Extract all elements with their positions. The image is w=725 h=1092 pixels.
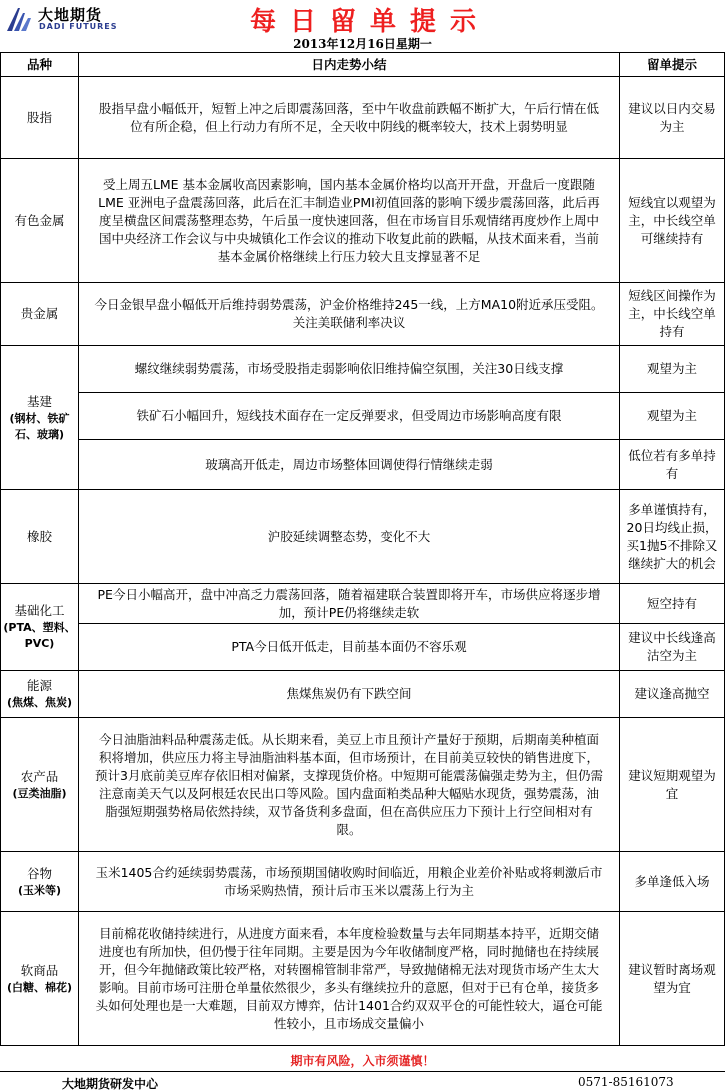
table-row: [1, 624, 725, 671]
tip-cell: 低位若有多单持有: [620, 440, 725, 490]
table-header-row: [1, 53, 725, 77]
table-row: [1, 393, 725, 440]
category-cell: [1, 159, 79, 283]
summary-cell: 今日金银早盘小幅低开后维持弱势震荡，沪金价格维持245一线，上方MA10附近承压受阻。关注美联储利率决议: [79, 283, 620, 346]
footer-organization: 大地期货研发中心: [62, 1077, 159, 1091]
page-title: 每日留单提示: [249, 7, 490, 37]
category-name: 基建: [26, 393, 52, 409]
summary-cell: 今日油脂油料品种震荡走低。从长期来看，美豆上市且预计产量好于预期，后期南美种植面积将增加，供应压力将主导油脂油料基本面，但市场预计，在目前美豆较快的销售进度下，预计3月底前美豆库存依旧相对偏紧，支撑现货价格。中短期可能震荡偏强走势为主，但仍需注意南美天气以及阿根廷农民出口等风险。国内盘面粕类品种大幅贴水现货，强势震荡，油脂强短期强势格局依然持续，双节备货利多盘面，但在高供应压力下预计上行空间相对有限。: [79, 718, 620, 852]
summary-cell: 股指早盘小幅低开，短暂上冲之后即震荡回落，至中午收盘前跌幅不断扩大，午后行情在低位有所企稳，但上行动力有所不足，全天收中阴线的概率较大，技术上弱势明显: [79, 77, 620, 159]
category-name: 有色金属: [14, 212, 65, 228]
category-cell: [1, 912, 79, 1046]
column-header-summary: 日内走势小结: [79, 53, 620, 77]
table-row: [1, 852, 725, 912]
summary-cell: 目前棉花收储持续进行，从进度方面来看，本年度检验数量与去年同期基本持平，近期交储进度也有所加快，但仍慢于往年同期。主要是因为今年收储制度严格，同时抛储也在持续展开，但今年抛储政策比较严格，对转圈棉管制非常严，导致抛储棉无法对现货市场产生太大影响。目前市场可注册仓单量依然很少，多头有继续拉升的意愿，但对于已有仓单，接货多头如何处理也是一大难题，目前双方博弈，估计1401合约双双平仓的可能性较大，逼仓可能性较小，且市场成交量偏小: [79, 912, 620, 1046]
tip-cell: 观望为主: [620, 346, 725, 393]
summary-cell: 玉米1405合约延续弱势震荡，市场预期国储收购时间临近，用粮企业差价补贴或将刺激后市市场采购热情，预计后市玉米以震荡上行为主: [79, 852, 620, 912]
category-name: 软商品: [20, 962, 59, 978]
summary-cell: PE今日小幅高开，盘中冲高乏力震荡回落，随着福建联合装置即将开车，市场供应将逐步增加，预计PE仍将继续走软: [79, 584, 620, 624]
category-cell: [1, 77, 79, 159]
daily-tips-table: [0, 52, 725, 1046]
category-name: 股指: [26, 109, 52, 125]
table-row: [1, 584, 725, 624]
tip-cell: 建议逢高抛空: [620, 671, 725, 718]
table-row: [1, 718, 725, 852]
category-cell: [1, 490, 79, 584]
logo-english-name: DADI FUTURES: [39, 22, 118, 31]
page-header: [0, 0, 725, 37]
column-header-tip: 留单提示: [620, 53, 725, 77]
tip-cell: 多单谨慎持有，20日均线止损，买1抛5不排除又继续扩大的机会: [620, 490, 725, 584]
category-cell: [1, 718, 79, 852]
summary-cell: 受上周五LME 基本金属收高因素影响，国内基本金属价格均以高开开盘，开盘后一度跟随LME 亚洲电子盘震荡回落，此后在汇丰制造业PMI初值回落的影响下缓步震荡回落，此后再度呈横盘区间震荡整理态势，午后虽一度快速回落，但在市场盲目乐观情绪再度炒作上周中国中央经济工作会议与中央城镇化工作会议的推动下收复此前的跌幅，从技术面来看，当前基本金属价格继续上行压力较大且支撑显著不足: [79, 159, 620, 283]
category-cell: [1, 852, 79, 912]
summary-cell: 螺纹继续弱势震荡，市场受股指走弱影响依旧维持偏空氛围，关注30日线支撑: [79, 346, 620, 393]
tip-cell: 短线宜以观望为主，中长线空单可继续持有: [620, 159, 725, 283]
category-subitems: (玉米等): [17, 883, 62, 897]
table-row: [1, 77, 725, 159]
category-subitems: (钢材、铁矿石、玻璃): [9, 411, 70, 441]
table-row: [1, 490, 725, 584]
summary-cell: 焦煤焦炭仍有下跌空间: [79, 671, 620, 718]
category-name: 贵金属: [20, 306, 59, 321]
table-row: [1, 912, 725, 1046]
category-subitems: (焦煤、焦炭): [6, 696, 73, 709]
category-subitems: (豆类油脂): [12, 786, 67, 800]
summary-cell: 沪胶延续调整态势，变化不大: [79, 490, 620, 584]
category-cell: [1, 283, 79, 346]
footer-phone: 0571-85161073: [578, 1075, 674, 1089]
category-name: 能源: [26, 678, 52, 693]
tip-cell: 建议以日内交易为主: [620, 77, 725, 159]
table-row: [1, 159, 725, 283]
footer-divider: [0, 1071, 725, 1072]
logo-mark-icon: [4, 5, 34, 33]
tip-cell: 短空持有: [620, 584, 725, 624]
summary-cell: 铁矿石小幅回升，短线技术面存在一定反弹要求，但受周边市场影响高度有限: [79, 393, 620, 440]
category-name: 谷物: [26, 865, 52, 881]
tip-cell: 观望为主: [620, 393, 725, 440]
summary-cell: 玻璃高开低走，周边市场整体回调使得行情继续走弱: [79, 440, 620, 490]
column-header-category: 品种: [1, 53, 79, 77]
tip-cell: 建议中长线逢高沽空为主: [620, 624, 725, 671]
category-cell: [1, 671, 79, 718]
tip-cell: 建议短期观望为宜: [620, 718, 725, 852]
report-date: 2013年12月16日星期一: [293, 37, 432, 51]
category-name: 农产品: [20, 768, 59, 784]
category-cell: [1, 346, 79, 490]
summary-cell: PTA今日低开低走，目前基本面仍不容乐观: [79, 624, 620, 671]
logo-chinese-name: 大地期货: [38, 6, 103, 24]
category-subitems: (PTA、塑料、PVC): [3, 621, 76, 650]
category-subitems: (白糖、棉花): [6, 980, 73, 994]
table-row: [1, 346, 725, 393]
table-row: [1, 671, 725, 718]
table-row: [1, 440, 725, 490]
category-name: 基础化工: [14, 603, 65, 618]
table-row: [1, 283, 725, 346]
category-name: 橡胶: [26, 528, 52, 544]
tip-cell: 短线区间操作为主，中长线空单持有: [620, 283, 725, 346]
company-logo: [4, 4, 122, 34]
category-cell: [1, 584, 79, 671]
risk-warning: 期市有风险，入市须谨慎！: [290, 1054, 435, 1068]
tip-cell: 多单逢低入场: [620, 852, 725, 912]
tip-cell: 建议暂时离场观望为宜: [620, 912, 725, 1046]
